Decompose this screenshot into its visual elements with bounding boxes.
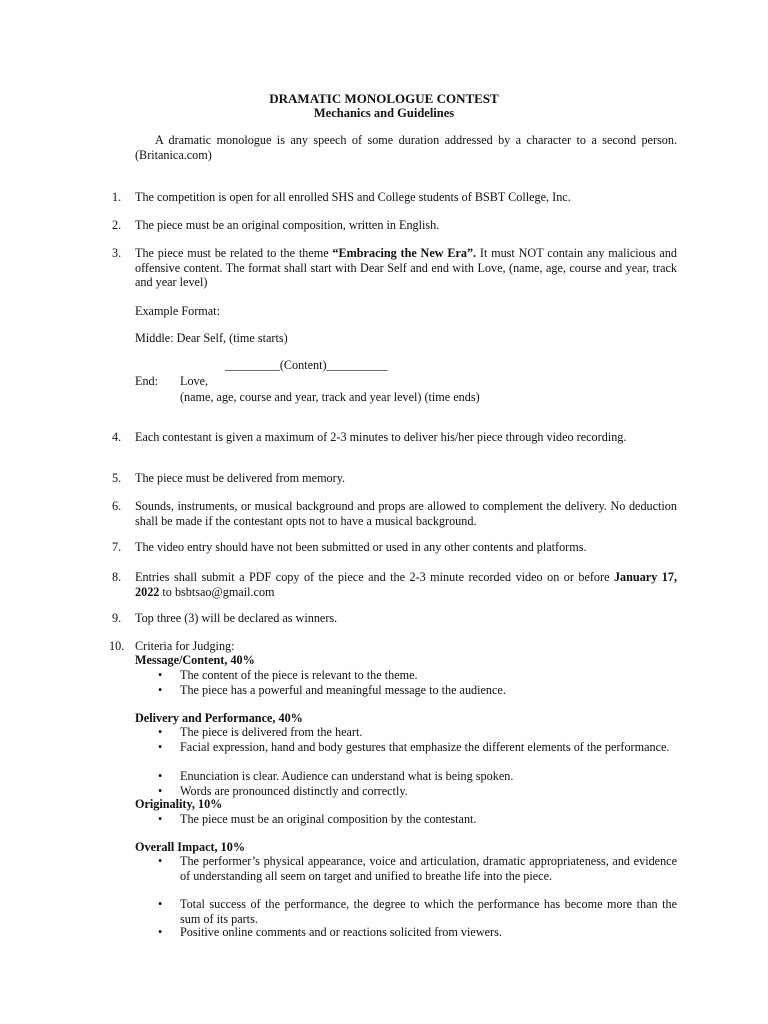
rule-1-text: The competition is open for all enrolled SHS and College students of BSBT College, Inc. [135, 190, 571, 204]
bullet-icon: • [158, 668, 163, 682]
example-end-love: Love, [180, 374, 209, 388]
example-format-label: Example Format: [135, 304, 220, 318]
rule-9-text: Top three (3) will be declared as winners. [135, 611, 338, 625]
rule-7-number: 7. [112, 540, 122, 554]
rule-3-text [135, 246, 677, 290]
criteria-message-heading: Message/Content, 40% [135, 653, 255, 667]
criteria-impact-item-2: Total success of the performance, the degree to which the performance has become more than the sum of its parts. [180, 897, 677, 926]
rule-3-post: It must NOT contain any malicious and offensive content. The format shall start with Dear Self and end with Love, (name, age, course and year, track and year level) [135, 246, 677, 289]
criteria-originality-item-1: The piece must be an original composition by the contestant. [180, 812, 477, 826]
document-title: DRAMATIC MONOLOGUE CONTEST [269, 91, 499, 106]
criteria-delivery-item-4: Words are pronounced distinctly and correctly. [180, 784, 408, 798]
criteria-impact-heading: Overall Impact, 10% [135, 840, 246, 854]
rule-9-number: 9. [112, 611, 122, 625]
criteria-message-item-1: The content of the piece is relevant to the theme. [180, 668, 418, 682]
bullet-icon: • [158, 725, 163, 739]
rule-1-number: 1. [112, 190, 122, 204]
rule-10-number: 10. [109, 639, 125, 653]
bullet-icon: • [158, 784, 163, 798]
rule-4-text: Each contestant is given a maximum of 2-3 minutes to deliver his/her piece through video recording. [135, 430, 627, 444]
criteria-delivery-item-1: The piece is delivered from the heart. [180, 725, 363, 739]
example-content-line: _________(Content)__________ [225, 358, 388, 372]
criteria-delivery-item-3: Enunciation is clear. Audience can understand what is being spoken. [180, 769, 514, 783]
bullet-icon: • [158, 897, 163, 911]
bullet-icon: • [158, 769, 163, 783]
rule-6-number: 6. [112, 499, 122, 513]
rule-8-text [135, 570, 677, 599]
bullet-icon: • [158, 740, 163, 754]
rule-5-number: 5. [112, 471, 122, 485]
rule-5-text: The piece must be delivered from memory. [135, 471, 346, 485]
rule-8-number: 8. [112, 570, 122, 584]
rule-7-text: The video entry should have not been submitted or used in any other contents and platforms. [135, 540, 587, 554]
intro-paragraph: A dramatic monologue is any speech of some duration addressed by a character to a second person. (Britanica.com) [135, 133, 677, 162]
criteria-impact-item-1: The performer’s physical appearance, voice and articulation, dramatic appropriateness, and evidence of understanding all seem on target and unified to breathe life into the piece. [180, 854, 677, 883]
rule-2-text: The piece must be an original composition, written in English. [135, 218, 440, 232]
rule-8-post: to bsbtsao@gmail.com [159, 584, 275, 599]
document-subtitle: Mechanics and Guidelines [313, 106, 455, 120]
example-end-detail: (name, age, course and year, track and year level) (time ends) [180, 390, 480, 404]
example-end-label: End: [135, 374, 159, 388]
rule-8-date: January 17, 2022 [135, 570, 677, 599]
bullet-icon: • [158, 683, 163, 697]
bullet-icon: • [158, 812, 163, 826]
rule-3-number: 3. [112, 246, 122, 260]
rule-2-number: 2. [112, 218, 122, 232]
rule-3-pre: The piece must be related to the theme [135, 246, 333, 260]
rule-4-number: 4. [112, 430, 122, 444]
rule-10-text: Criteria for Judging: [135, 639, 235, 653]
bullet-icon: • [158, 925, 163, 939]
criteria-message-item-2: The piece has a powerful and meaningful message to the audience. [180, 683, 506, 697]
rule-3-theme: “Embracing the New Era”. [332, 246, 477, 260]
example-middle-line: Middle: Dear Self, (time starts) [135, 331, 288, 345]
criteria-originality-heading: Originality, 10% [135, 797, 223, 811]
criteria-delivery-item-2: Facial expression, hand and body gestures that emphasize the different elements of the performance. [180, 740, 670, 754]
criteria-delivery-heading: Delivery and Performance, 40% [135, 711, 303, 725]
criteria-impact-item-3: Positive online comments and or reactions solicited from viewers. [180, 925, 502, 939]
rule-8-pre: Entries shall submit a PDF copy of the piece and the 2-3 minute recorded video on or before [135, 570, 614, 584]
bullet-icon: • [158, 854, 163, 868]
rule-6-text: Sounds, instruments, or musical background and props are allowed to complement the delivery. No deduction shall be made if the contestant opts not to have a musical background. [135, 499, 677, 528]
